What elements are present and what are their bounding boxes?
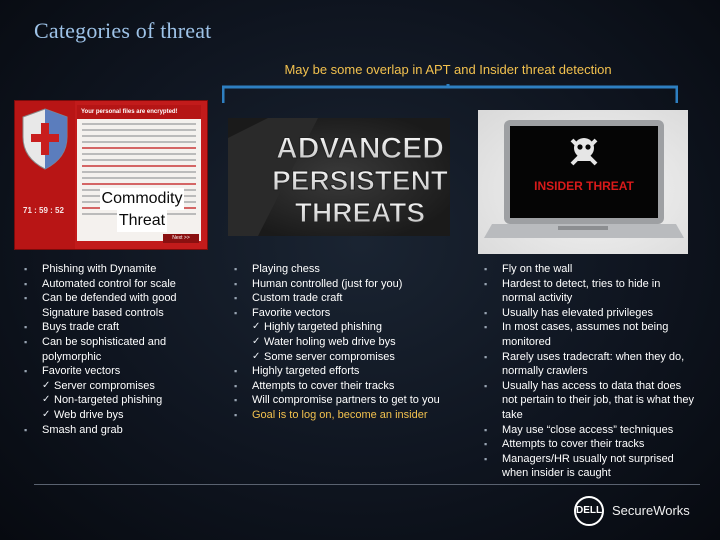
commodity-item-text: Favorite vectors bbox=[42, 365, 121, 378]
bullet-icon: ▪ bbox=[234, 278, 238, 289]
laptop-icon bbox=[478, 110, 688, 254]
bullet-icon: ▪ bbox=[484, 453, 488, 464]
insider-item-text: Attempts to cover their tracks bbox=[502, 438, 645, 451]
apt-image bbox=[228, 118, 450, 236]
bullet-icon: ▪ bbox=[234, 409, 238, 420]
bullet-icon: ▪ bbox=[24, 322, 28, 333]
insider-item-text: Rarely uses tradecraft: when they do, normally crawlers bbox=[502, 350, 685, 378]
insider-list-item bbox=[484, 320, 696, 349]
bullet-icon: ▪ bbox=[484, 351, 488, 362]
commodity-item-text: Server compromises bbox=[54, 379, 155, 392]
insider-list-item bbox=[484, 437, 696, 452]
apt-list-item bbox=[234, 262, 466, 277]
apt-item-text: Playing chess bbox=[252, 263, 320, 275]
apt-item-text: Highly targeted phishing bbox=[264, 321, 383, 334]
insider-list-item bbox=[484, 350, 696, 379]
ransom-sidebar bbox=[15, 101, 75, 249]
apt-list-item bbox=[234, 408, 466, 423]
commodity-list-item bbox=[24, 393, 204, 408]
insider-item-text: May use “close access” techniques bbox=[502, 423, 674, 436]
apt-list-item bbox=[234, 335, 466, 350]
bullet-icon: ▪ bbox=[234, 380, 238, 391]
bullet-icon: ▪ bbox=[24, 264, 28, 274]
commodity-label-line1: Commodity bbox=[100, 188, 185, 210]
insider-item-text: Usually has elevated privileges bbox=[502, 306, 654, 319]
secureworks-wordmark: SecureWorks bbox=[612, 503, 690, 518]
footer-divider bbox=[34, 484, 700, 485]
commodity-list-item bbox=[24, 423, 204, 438]
bullet-icon: ▪ bbox=[484, 439, 488, 450]
insider-item-text: Fly on the wall bbox=[502, 263, 573, 275]
insider-list-item bbox=[484, 277, 696, 306]
commodity-list-item bbox=[24, 379, 204, 394]
commodity-threat-label bbox=[86, 188, 198, 232]
overlap-bracket bbox=[222, 84, 678, 104]
bullet-icon: ▪ bbox=[234, 395, 238, 406]
commodity-item-text: Web drive bys bbox=[54, 408, 124, 421]
commodity-item-text: Buys trade craft bbox=[42, 321, 120, 334]
insider-item-text: Hardest to detect, tries to hide in normal activity bbox=[502, 277, 661, 305]
apt-item-text: Human controlled (just for you) bbox=[252, 277, 403, 290]
checkmark-icon: ✓ bbox=[252, 335, 261, 347]
bullet-icon: ▪ bbox=[24, 336, 28, 347]
apt-line2: PERSISTENT bbox=[272, 165, 448, 196]
checkmark-icon: ✓ bbox=[42, 379, 51, 391]
apt-text-art bbox=[228, 118, 450, 236]
bullet-icon: ▪ bbox=[234, 293, 238, 304]
insider-list-item bbox=[484, 262, 696, 277]
apt-list-item bbox=[234, 306, 466, 321]
commodity-list-item bbox=[24, 364, 204, 379]
ransom-header: Your personal files are encrypted! bbox=[77, 105, 201, 119]
bullet-icon: ▪ bbox=[484, 424, 488, 435]
commodity-list-item bbox=[24, 277, 204, 292]
slide-title: Categories of threat bbox=[34, 18, 212, 43]
bullet-icon: ▪ bbox=[234, 264, 238, 274]
apt-item-text: Custom trade craft bbox=[252, 292, 343, 305]
commodity-list-item bbox=[24, 262, 204, 277]
insider-item-text: Managers/HR usually not surprised when insider is caught bbox=[502, 452, 674, 480]
commodity-item-text: Non-targeted phishing bbox=[54, 394, 163, 407]
commodity-list-item bbox=[24, 291, 204, 320]
bullet-icon: ▪ bbox=[234, 366, 238, 377]
shield-icon bbox=[15, 101, 75, 181]
checkmark-icon: ✓ bbox=[42, 408, 51, 420]
bullet-icon: ▪ bbox=[484, 380, 488, 391]
apt-list-item bbox=[234, 393, 466, 408]
insider-caption: INSIDER THREAT bbox=[534, 179, 634, 193]
dell-logo-icon bbox=[574, 496, 604, 526]
overlap-note: May be some overlap in APT and Insider threat detection bbox=[284, 62, 612, 77]
ransom-timer: 71 : 59 : 52 bbox=[23, 206, 64, 215]
apt-list-item bbox=[234, 277, 466, 292]
commodity-list-item bbox=[24, 320, 204, 335]
commodity-list bbox=[24, 262, 204, 437]
bullet-icon: ▪ bbox=[234, 307, 238, 318]
insider-laptop-image bbox=[478, 110, 688, 254]
bullet-icon: ▪ bbox=[24, 293, 28, 304]
bullet-icon: ▪ bbox=[24, 424, 28, 435]
apt-list-item bbox=[234, 379, 466, 394]
bullet-icon: ▪ bbox=[484, 322, 488, 333]
bullet-icon: ▪ bbox=[24, 366, 28, 377]
skull-icon bbox=[572, 138, 596, 164]
apt-item-text: Some server compromises bbox=[264, 350, 395, 363]
commodity-item-text: Can be sophisticated and polymorphic bbox=[42, 335, 167, 363]
insider-list-item bbox=[484, 423, 696, 438]
bullet-icon: ▪ bbox=[484, 278, 488, 289]
apt-list bbox=[234, 262, 466, 423]
apt-item-text: Will compromise partners to get to you bbox=[252, 394, 440, 407]
commodity-item-text: Smash and grab bbox=[42, 423, 123, 436]
commodity-item-text: Automated control for scale bbox=[42, 277, 176, 290]
commodity-label-line2: Threat bbox=[117, 210, 167, 232]
insider-list bbox=[484, 262, 696, 481]
apt-item-text: Favorite vectors bbox=[252, 306, 331, 319]
insider-item-text: In most cases, assumes not being monitored bbox=[502, 321, 669, 348]
insider-list-item bbox=[484, 379, 696, 423]
checkmark-icon: ✓ bbox=[252, 321, 261, 333]
bullet-icon: ▪ bbox=[484, 264, 488, 274]
apt-line3: THREATS bbox=[294, 197, 426, 228]
insider-list-item bbox=[484, 306, 696, 321]
apt-list-item bbox=[234, 350, 466, 365]
dell-logo-mark: DELL bbox=[576, 505, 603, 516]
apt-item-text: Highly targeted efforts bbox=[252, 365, 360, 378]
insider-list-item bbox=[484, 452, 696, 481]
apt-item-text: Goal is to log on, become an insider bbox=[252, 408, 428, 421]
apt-list-item bbox=[234, 291, 466, 306]
commodity-list-item bbox=[24, 335, 204, 364]
commodity-item-text: Can be defended with good Signature based controls bbox=[42, 292, 177, 319]
checkmark-icon: ✓ bbox=[252, 350, 261, 362]
apt-list-item bbox=[234, 320, 466, 335]
commodity-list-item bbox=[24, 408, 204, 423]
ransom-next-button: Next >> bbox=[163, 234, 199, 243]
bullet-icon: ▪ bbox=[484, 307, 488, 318]
apt-item-text: Attempts to cover their tracks bbox=[252, 379, 395, 392]
apt-line1: ADVANCED bbox=[276, 132, 444, 165]
commodity-item-text: Phishing with Dynamite bbox=[42, 263, 157, 275]
bullet-icon: ▪ bbox=[24, 278, 28, 289]
apt-list-item bbox=[234, 364, 466, 379]
insider-item-text: Usually has access to data that does not pertain to their job, that is what they take bbox=[502, 379, 695, 421]
apt-item-text: Water holing web drive bys bbox=[264, 335, 396, 348]
checkmark-icon: ✓ bbox=[42, 394, 51, 406]
